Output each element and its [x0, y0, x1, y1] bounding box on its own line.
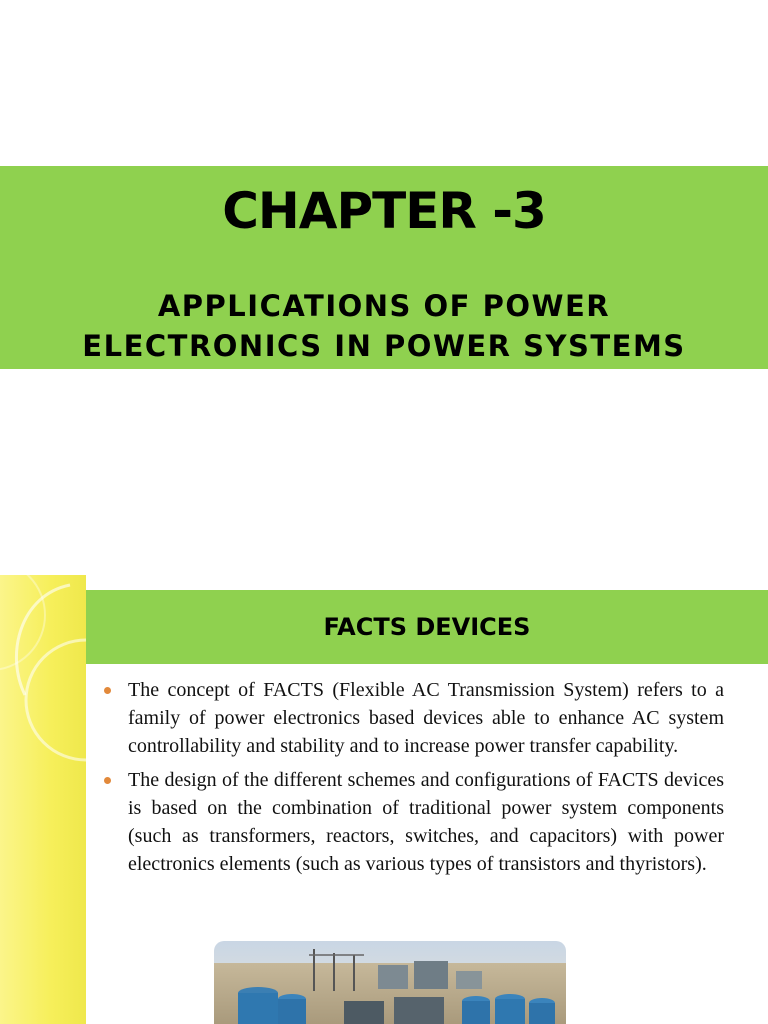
- subtitle-line-2: ELECTRONICS IN POWER SYSTEMS: [82, 329, 686, 363]
- decorative-arc-icon: [0, 575, 86, 1024]
- slide-facts-devices: [0, 575, 768, 1024]
- bullet-item: [104, 676, 724, 760]
- facts-substation-photo: [214, 941, 566, 1024]
- chapter-subtitle: [30, 286, 738, 366]
- slide-title: FACTS DEVICES: [323, 613, 531, 641]
- substation-image: [214, 941, 566, 1024]
- bullet-dot-icon: [104, 687, 111, 694]
- bullet-dot-icon: [104, 777, 111, 784]
- chapter-title: CHAPTER -3: [222, 182, 546, 240]
- bullet-text: The concept of FACTS (Flexible AC Transmission System) refers to a family of power electronics based devices able to enhance AC system controllability and stability and to increase power transfer capability.: [128, 679, 724, 757]
- bullet-list: [104, 676, 724, 884]
- bullet-item: [104, 766, 724, 878]
- bullet-text: The design of the different schemes and configurations of FACTS devices is based on the combination of traditional power system components (such as transformers, reactors, switches, and capacitors) with power electronics elements (such as various types of transistors and thyristors).: [128, 769, 724, 875]
- decorative-side-panel: [0, 575, 86, 1024]
- subtitle-line-1: APPLICATIONS OF POWER: [157, 289, 611, 323]
